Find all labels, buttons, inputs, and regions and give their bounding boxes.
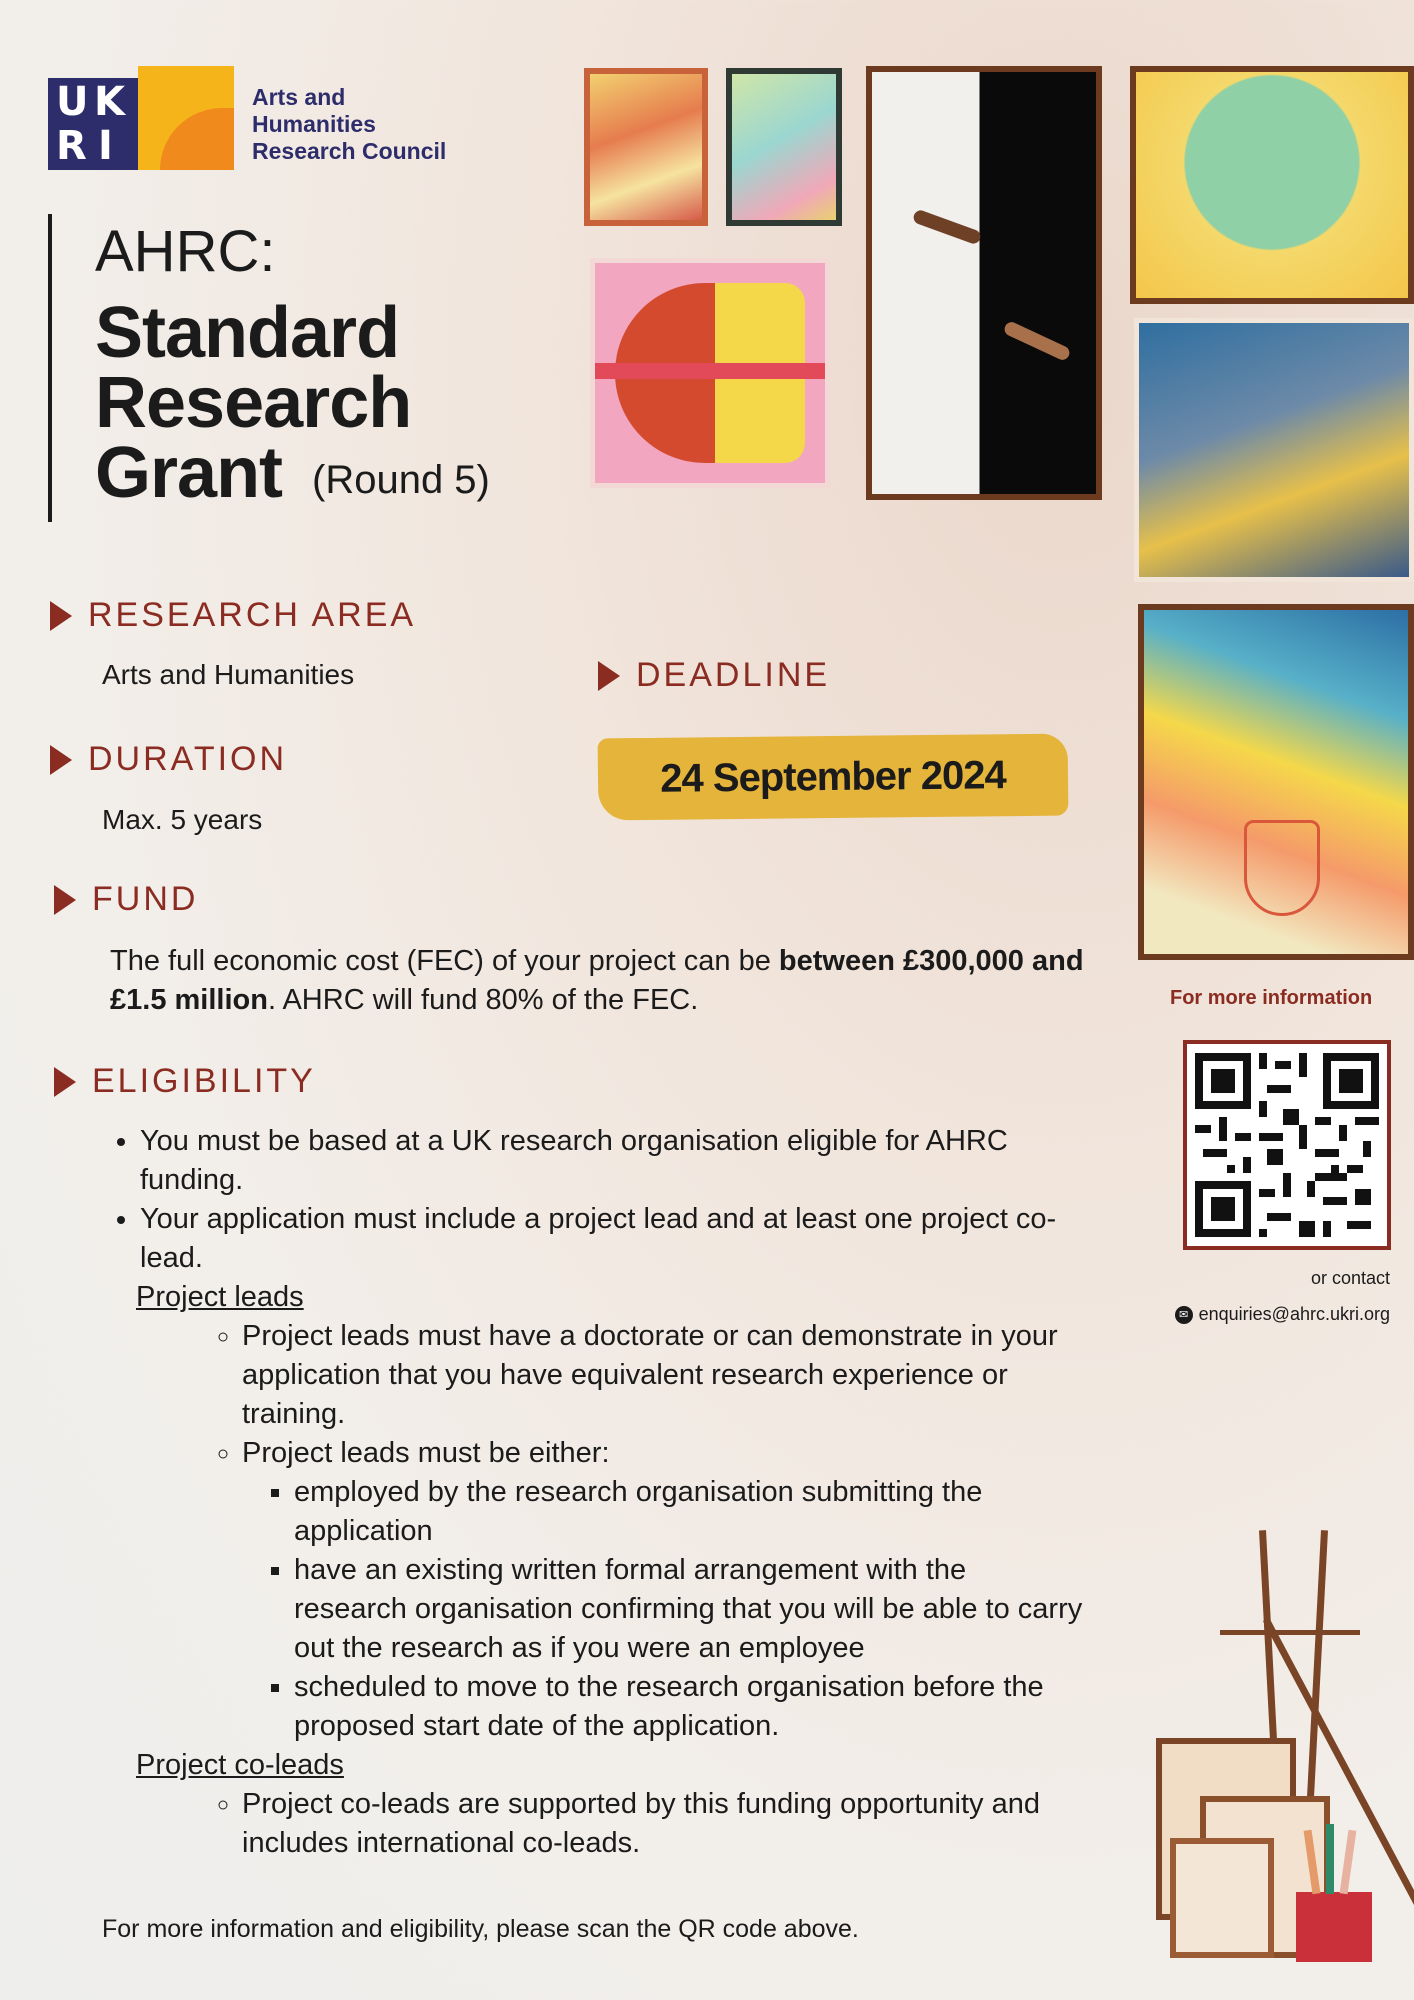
logo-letter: K bbox=[94, 79, 125, 125]
list-item: ◦ Project co-leads are supported by this funding opportunity and includes international co-leads. bbox=[242, 1785, 1072, 1863]
eligibility-list bbox=[136, 1122, 1100, 1863]
more-info-label: For more information bbox=[1170, 987, 1373, 1009]
list-item: ▪ employed by the research organisation submitting the application bbox=[294, 1473, 1084, 1551]
heading-label: DEADLINE bbox=[636, 656, 831, 694]
list-item: ▪ have an existing written formal arrangement with the research organisation confirming that you will be able to carry out the research as if you were an employee bbox=[294, 1551, 1084, 1668]
heading-label: FUND bbox=[92, 880, 199, 918]
triangle-bullet-icon bbox=[50, 745, 72, 775]
artwork-abstract-1 bbox=[584, 68, 708, 226]
project-leads-heading: Project leads bbox=[136, 1281, 304, 1313]
duration-heading bbox=[50, 740, 287, 779]
duration-value: Max. 5 years bbox=[102, 804, 263, 835]
fund-text bbox=[110, 942, 1110, 1020]
logo-letter: R bbox=[56, 123, 87, 169]
title-ahrc: AHRC: bbox=[95, 219, 276, 284]
research-area-value: Arts and Humanities bbox=[102, 659, 355, 690]
project-coleads-heading: Project co-leads bbox=[136, 1749, 344, 1781]
artwork-abstract-3 bbox=[590, 258, 830, 488]
artwork-shadows bbox=[1134, 318, 1414, 582]
heading-label: DURATION bbox=[88, 740, 288, 778]
or-contact-label: or contact bbox=[1310, 1268, 1390, 1288]
artwork-hands bbox=[866, 66, 1102, 500]
page-title: Standard Research Grant bbox=[95, 293, 412, 513]
deadline-heading bbox=[598, 656, 830, 695]
contact-email[interactable] bbox=[1100, 1304, 1390, 1325]
title-round: (Round 5) bbox=[312, 458, 490, 502]
ukri-logo-mark bbox=[48, 78, 138, 170]
logo-letter: I bbox=[98, 123, 113, 169]
council-name: Arts and Humanities Research Council bbox=[252, 84, 447, 164]
eligibility-heading bbox=[54, 1062, 316, 1101]
heading-label: RESEARCH AREA bbox=[88, 596, 417, 634]
qr-code[interactable] bbox=[1183, 1040, 1391, 1250]
list-item bbox=[242, 1434, 1083, 1746]
triangle-bullet-icon bbox=[598, 661, 620, 691]
mail-icon: ✉ bbox=[1175, 1306, 1193, 1324]
list-item: ▪ scheduled to move to the research organisation before the proposed start date of the application. bbox=[294, 1668, 1084, 1746]
artwork-abstract-2 bbox=[726, 68, 842, 226]
artwork-fruit-bag bbox=[1138, 604, 1414, 960]
footer-note: For more information and eligibility, please scan the QR code above. bbox=[102, 1915, 859, 1943]
fund-text-part: The full economic cost (FEC) of your project can be bbox=[110, 945, 779, 977]
list-item: • You must be based at a UK research organisation eligible for AHRC funding. bbox=[140, 1122, 1095, 1200]
triangle-bullet-icon bbox=[54, 885, 76, 915]
artwork-cloud bbox=[1130, 66, 1414, 304]
logo-letter: U bbox=[56, 79, 89, 125]
research-area-heading bbox=[50, 596, 416, 635]
list-item: • Your application must include a project lead and at least one project co-lead. bbox=[140, 1200, 1095, 1278]
qr-code-graphic bbox=[1187, 1044, 1387, 1246]
fund-heading bbox=[54, 880, 198, 919]
fund-range: between £300,000 and £1.5 million bbox=[110, 945, 1084, 1016]
fund-text-part: . AHRC will fund 80% of the FEC. bbox=[267, 984, 699, 1016]
heading-label: ELIGIBILITY bbox=[92, 1062, 316, 1100]
list-item-text: Project leads must be either: bbox=[242, 1437, 610, 1469]
list-item: ◦ Project leads must have a doctorate or can demonstrate in your application that you have equivalent research experience or training. bbox=[242, 1317, 1072, 1434]
triangle-bullet-icon bbox=[50, 601, 72, 631]
triangle-bullet-icon bbox=[54, 1067, 76, 1097]
email-address[interactable]: enquiries@ahrc.ukri.org bbox=[1198, 1304, 1390, 1324]
title-rule bbox=[48, 214, 52, 522]
deadline-value: 24 September 2024 bbox=[598, 734, 1069, 821]
easel-canvases-illustration bbox=[1150, 1530, 1414, 1970]
